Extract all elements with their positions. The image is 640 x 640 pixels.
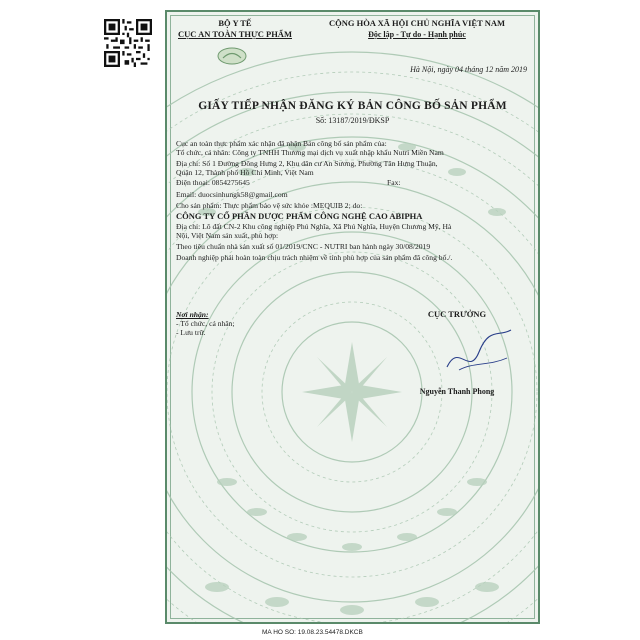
email-line: Email: duocsinhungk58@gmail.com: [176, 190, 288, 199]
phone-line: Điện thoại: 0854275645: [176, 178, 250, 187]
recipients-heading: Nơi nhận:: [176, 310, 209, 319]
recipient-item: - Lưu trữ.: [176, 328, 206, 337]
recipient-item: - Tổ chức, cá nhân;: [176, 319, 235, 328]
body-line: Quận 12, Thành phố Hồ Chí Minh, Việt Nam: [176, 168, 314, 177]
document-title: GIẤY TIẾP NHẬN ĐĂNG KÝ BẢN CÔNG BỐ SẢN PHẨM: [198, 100, 507, 112]
document-number: Số: 13187/2019/ĐKSP: [315, 116, 390, 125]
signer-title: CỤC TRƯỞNG: [427, 309, 487, 319]
product-line: Cho sản phẩm: Thực phẩm bảo vệ sức khỏe :MEQUIB 2; do:: [176, 201, 363, 210]
nation-name: CỘNG HÒA XÃ HỘI CHỦ NGHĨA VIỆT NAM: [328, 18, 506, 28]
body-line: Tổ chức, cá nhân: Công ty TNHH Thương mại dịch vụ xuất nhập khẩu Nutri Miền Nam: [176, 148, 444, 157]
issuer-block: [175, 18, 295, 40]
dossier-code: MA HO SO: 19.08.23.54478.DKCB: [262, 629, 363, 636]
handwritten-signature: [439, 322, 519, 382]
recipients-block: [176, 310, 235, 337]
issue-date: Hà Nội, ngày 04 tháng 12 năm 2019: [410, 65, 527, 74]
standard-line: Theo tiêu chuẩn nhà sản xuất số 01/2019/CNC - NUTRI ban hành ngày 30/08/2019: [176, 242, 431, 251]
signer-name: Nguyễn Thanh Phong: [419, 387, 495, 396]
manufacturer-name: CÔNG TY CỔ PHẦN DƯỢC PHẨM CÔNG NGHỆ CAO ABIPHA: [176, 211, 423, 221]
national-motto: Độc lập - Tự do - Hạnh phúc: [368, 30, 466, 39]
agency-name: CỤC AN TOÀN THỰC PHẨM: [178, 29, 292, 39]
agency-logo: [217, 47, 247, 65]
certificate-document: [165, 10, 540, 624]
nation-block: [297, 18, 537, 40]
body-line: Nội, Việt Nam sản xuất, phù hợp:: [176, 231, 279, 240]
body-line: Cục an toàn thực phẩm xác nhận đã nhận Bản công bố sản phẩm của:: [176, 139, 387, 148]
body-line: Địa chỉ: Lô đất CN-2 Khu công nghiệp Phú Nghĩa, Xã Phú Nghĩa, Huyện Chương Mỹ, Hà: [176, 222, 452, 231]
ministry-name: BỘ Y TẾ: [218, 18, 252, 28]
fax-line: Fax:: [387, 178, 401, 187]
body-line: Địa chỉ: Số 1 Đường Đông Hưng 2, Khu dân cư An Sương, Phường Tân Hưng Thuận,: [176, 159, 438, 168]
qr-code: [104, 19, 152, 67]
responsibility-line: Doanh nghiệp phải hoàn toàn chịu trách nhiệm về tính phù hợp của sản phẩm đã công bố./.: [176, 253, 453, 262]
